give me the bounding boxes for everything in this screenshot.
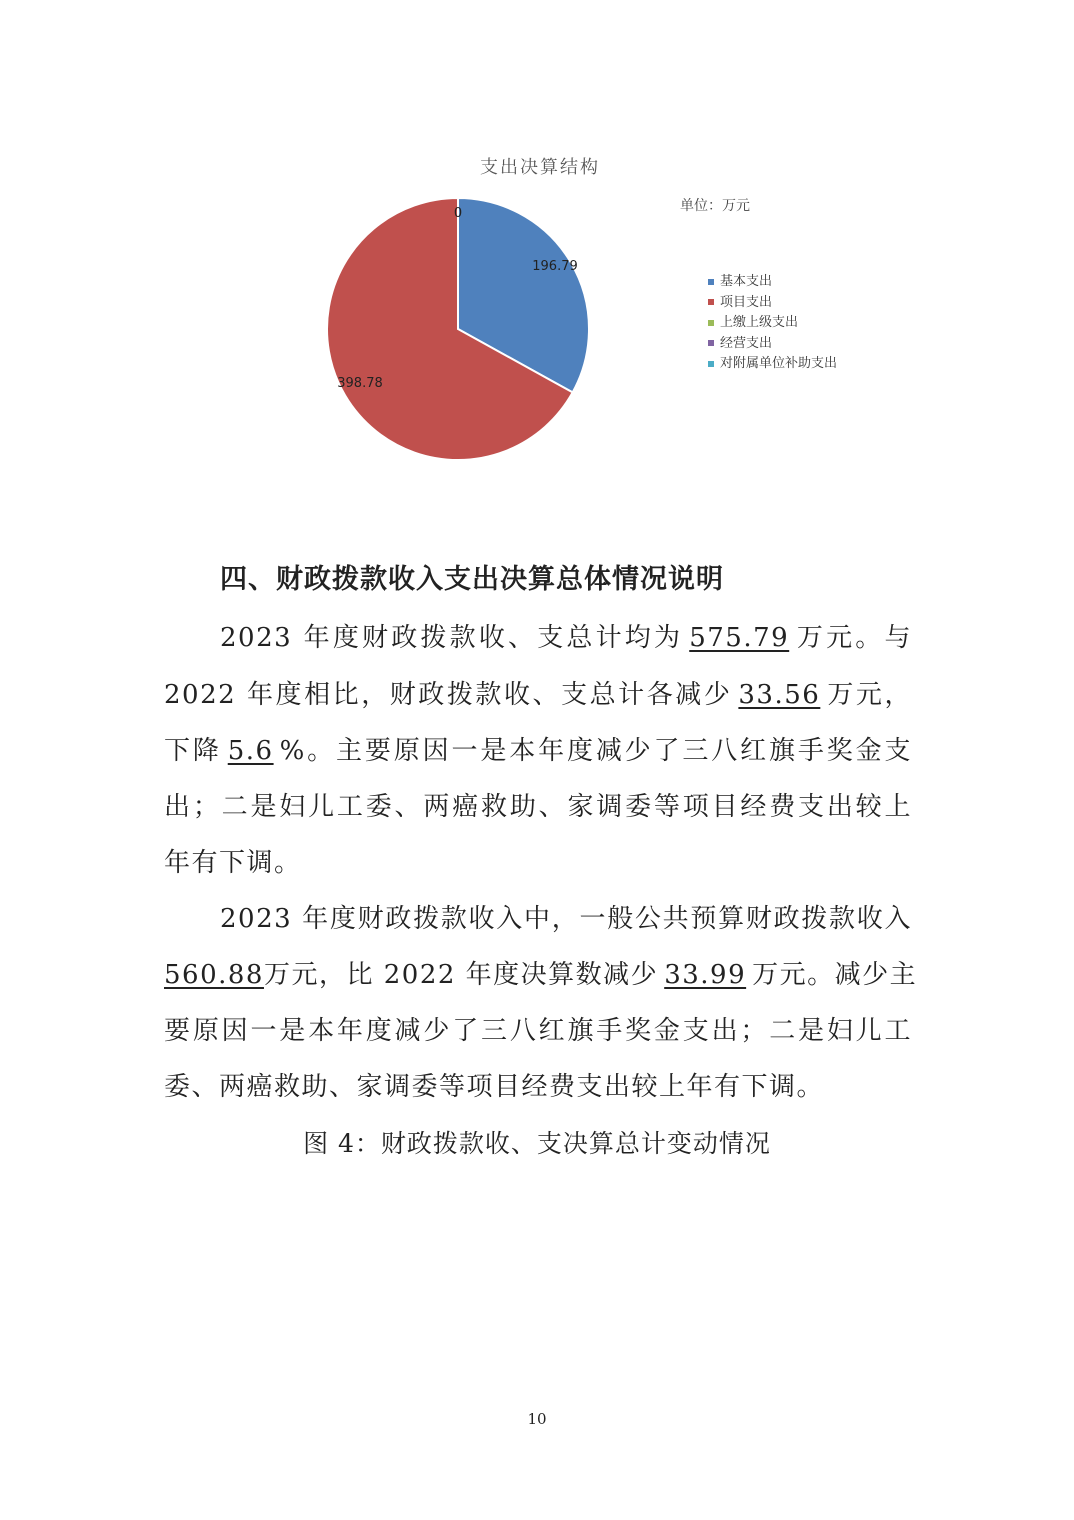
text-span: 下降	[164, 736, 222, 766]
legend-label: 上缴上级支出	[720, 315, 799, 330]
text-span: 2022 年度相比，财政拨款收、支总计各减少	[164, 680, 733, 710]
legend-item	[708, 354, 837, 375]
general-budget-decrease: 33.99	[664, 960, 747, 990]
text-span: 万元，	[826, 680, 912, 710]
figure-caption: 图 4：财政拨款收、支决算总计变动情况	[303, 1129, 771, 1158]
text-span: 万元。减少主	[752, 960, 918, 990]
legend-item	[708, 313, 837, 334]
total-amount: 575.79	[689, 623, 790, 653]
para1-line3	[164, 731, 912, 771]
text-span: %。主要原因一是本年度减少了三八红旗手奖金支	[279, 736, 912, 766]
expenditure-structure-chart	[300, 145, 880, 475]
data-label-2: 0	[453, 206, 463, 221]
general-budget-amount: 560.88	[164, 960, 264, 990]
legend-item	[708, 293, 837, 314]
chart-legend	[708, 272, 837, 375]
para2-line1: 2023 年度财政拨款收入中，一般公共预算财政拨款收入	[220, 904, 912, 934]
legend-swatch	[708, 299, 714, 305]
legend-swatch	[708, 279, 714, 285]
para1-line4: 出；二是妇儿工委、两癌救助、家调委等项目经费支出较上	[164, 792, 912, 822]
legend-item	[708, 272, 837, 293]
legend-item	[708, 334, 837, 355]
legend-label: 经营支出	[720, 335, 773, 351]
para1-line1	[220, 618, 912, 658]
legend-swatch	[708, 340, 714, 346]
page-number: 10	[527, 1410, 547, 1428]
decrease-amount: 33.56	[738, 680, 821, 710]
para2-line2	[164, 955, 918, 995]
legend-label: 基本支出	[720, 274, 773, 289]
data-label-0: 196.79	[532, 259, 578, 274]
para1-line5: 年有下调。	[164, 848, 302, 878]
legend-swatch	[708, 320, 714, 326]
decrease-percent: 5.6	[227, 736, 274, 766]
chart-title: 支出决算结构	[480, 157, 600, 178]
section-heading: 四、财政拨款收入支出决算总体情况说明	[220, 564, 724, 595]
para1-line2	[164, 675, 912, 715]
legend-label: 项目支出	[720, 294, 773, 310]
para2-line3: 要原因一是本年度减少了三八红旗手奖金支出；二是妇儿工	[164, 1016, 912, 1046]
chart-unit: 单位：万元	[680, 198, 750, 214]
data-label-1: 398.78	[337, 376, 383, 391]
text-span: 万元。与	[795, 623, 912, 653]
para2-line4: 委、两癌救助、家调委等项目经费支出较上年有下调。	[164, 1072, 825, 1102]
legend-swatch	[708, 361, 714, 367]
text-span: 万元，比 2022 年度决算数减少	[263, 960, 659, 990]
text-span: 2023 年度财政拨款收、支总计均为	[220, 623, 684, 653]
legend-label: 对附属单位补助支出	[720, 356, 838, 371]
